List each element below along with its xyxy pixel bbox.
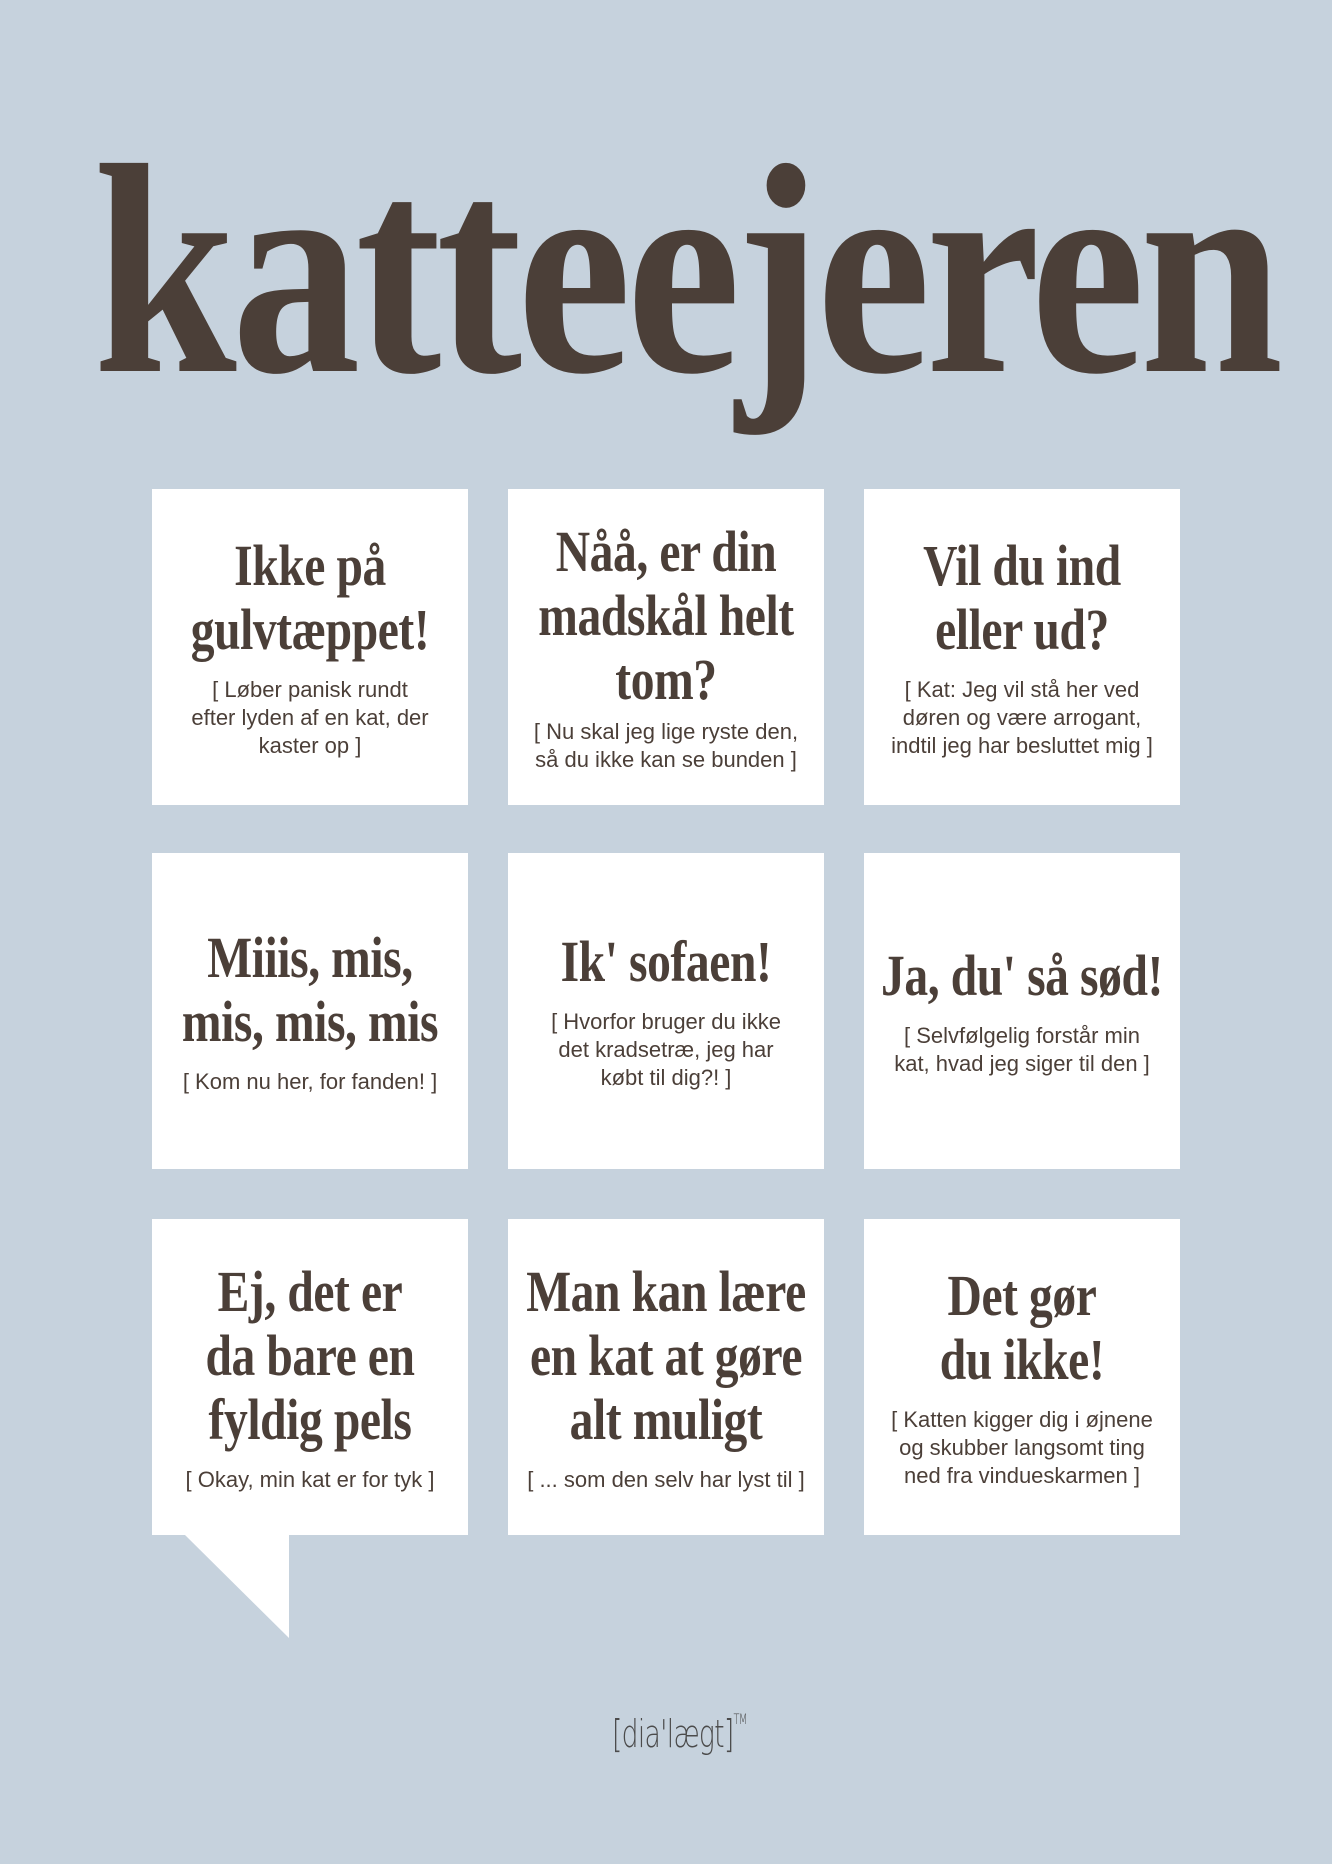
brand-logo-text: [dia'lægt] <box>612 1712 734 1756</box>
quote-card <box>508 853 824 1169</box>
quote-headline: Man kan lære en kat at gøre alt muligt <box>526 1259 806 1452</box>
quote-caption: [ Kat: Jeg vil stå her ved døren og være arrogant, indtil jeg har besluttet mig ] <box>891 677 1153 758</box>
quote-card <box>864 489 1180 805</box>
poster-title: katteejeren <box>93 104 1279 436</box>
quote-headline: Ikke på gulvtæppet! <box>190 533 430 662</box>
quote-card <box>152 1219 468 1535</box>
quote-card <box>864 1219 1180 1535</box>
brand-logo <box>612 1712 747 1756</box>
quote-card <box>152 489 468 805</box>
quote-caption: [ Selvfølgelig forstår min kat, hvad jeg siger til den ] <box>894 1023 1150 1076</box>
quote-headline: Miiis, mis, mis, mis, mis <box>181 925 439 1054</box>
quote-caption: [ Okay, min kat er for tyk ] <box>185 1467 435 1492</box>
quote-caption: [ Kom nu her, for fanden! ] <box>182 1069 438 1094</box>
trademark-mark: TM <box>733 1712 747 1728</box>
quote-caption: [ Løber panisk rundt efter lyden af en kat, der kaster op ] <box>191 677 429 758</box>
quote-caption: [ Katten kigger dig i øjnene og skubber langsomt ting ned fra vindueskarmen ] <box>891 1407 1153 1488</box>
quote-headline: Det gør du ikke! <box>939 1263 1105 1392</box>
quote-headline: Ik' sofaen! <box>560 929 772 994</box>
speech-bubble-tail <box>184 1534 289 1638</box>
quote-card <box>864 853 1180 1169</box>
quote-headline: Vil du ind eller ud? <box>923 533 1121 662</box>
quote-card <box>508 1219 824 1535</box>
quote-headline: Nåå, er din madskål helt tom? <box>538 519 794 712</box>
quote-card <box>152 853 468 1169</box>
quote-card <box>508 489 824 805</box>
quote-caption: [ Hvorfor bruger du ikke det kradsetræ, jeg har købt til dig?! ] <box>551 1009 781 1090</box>
quote-caption: [ Nu skal jeg lige ryste den, så du ikke kan se bunden ] <box>533 719 799 772</box>
quote-headline: Ja, du' så sød! <box>881 943 1163 1008</box>
quote-caption: [ ... som den selv har lyst til ] <box>527 1467 805 1492</box>
quote-headline: Ej, det er da bare en fyldig pels <box>205 1259 415 1452</box>
